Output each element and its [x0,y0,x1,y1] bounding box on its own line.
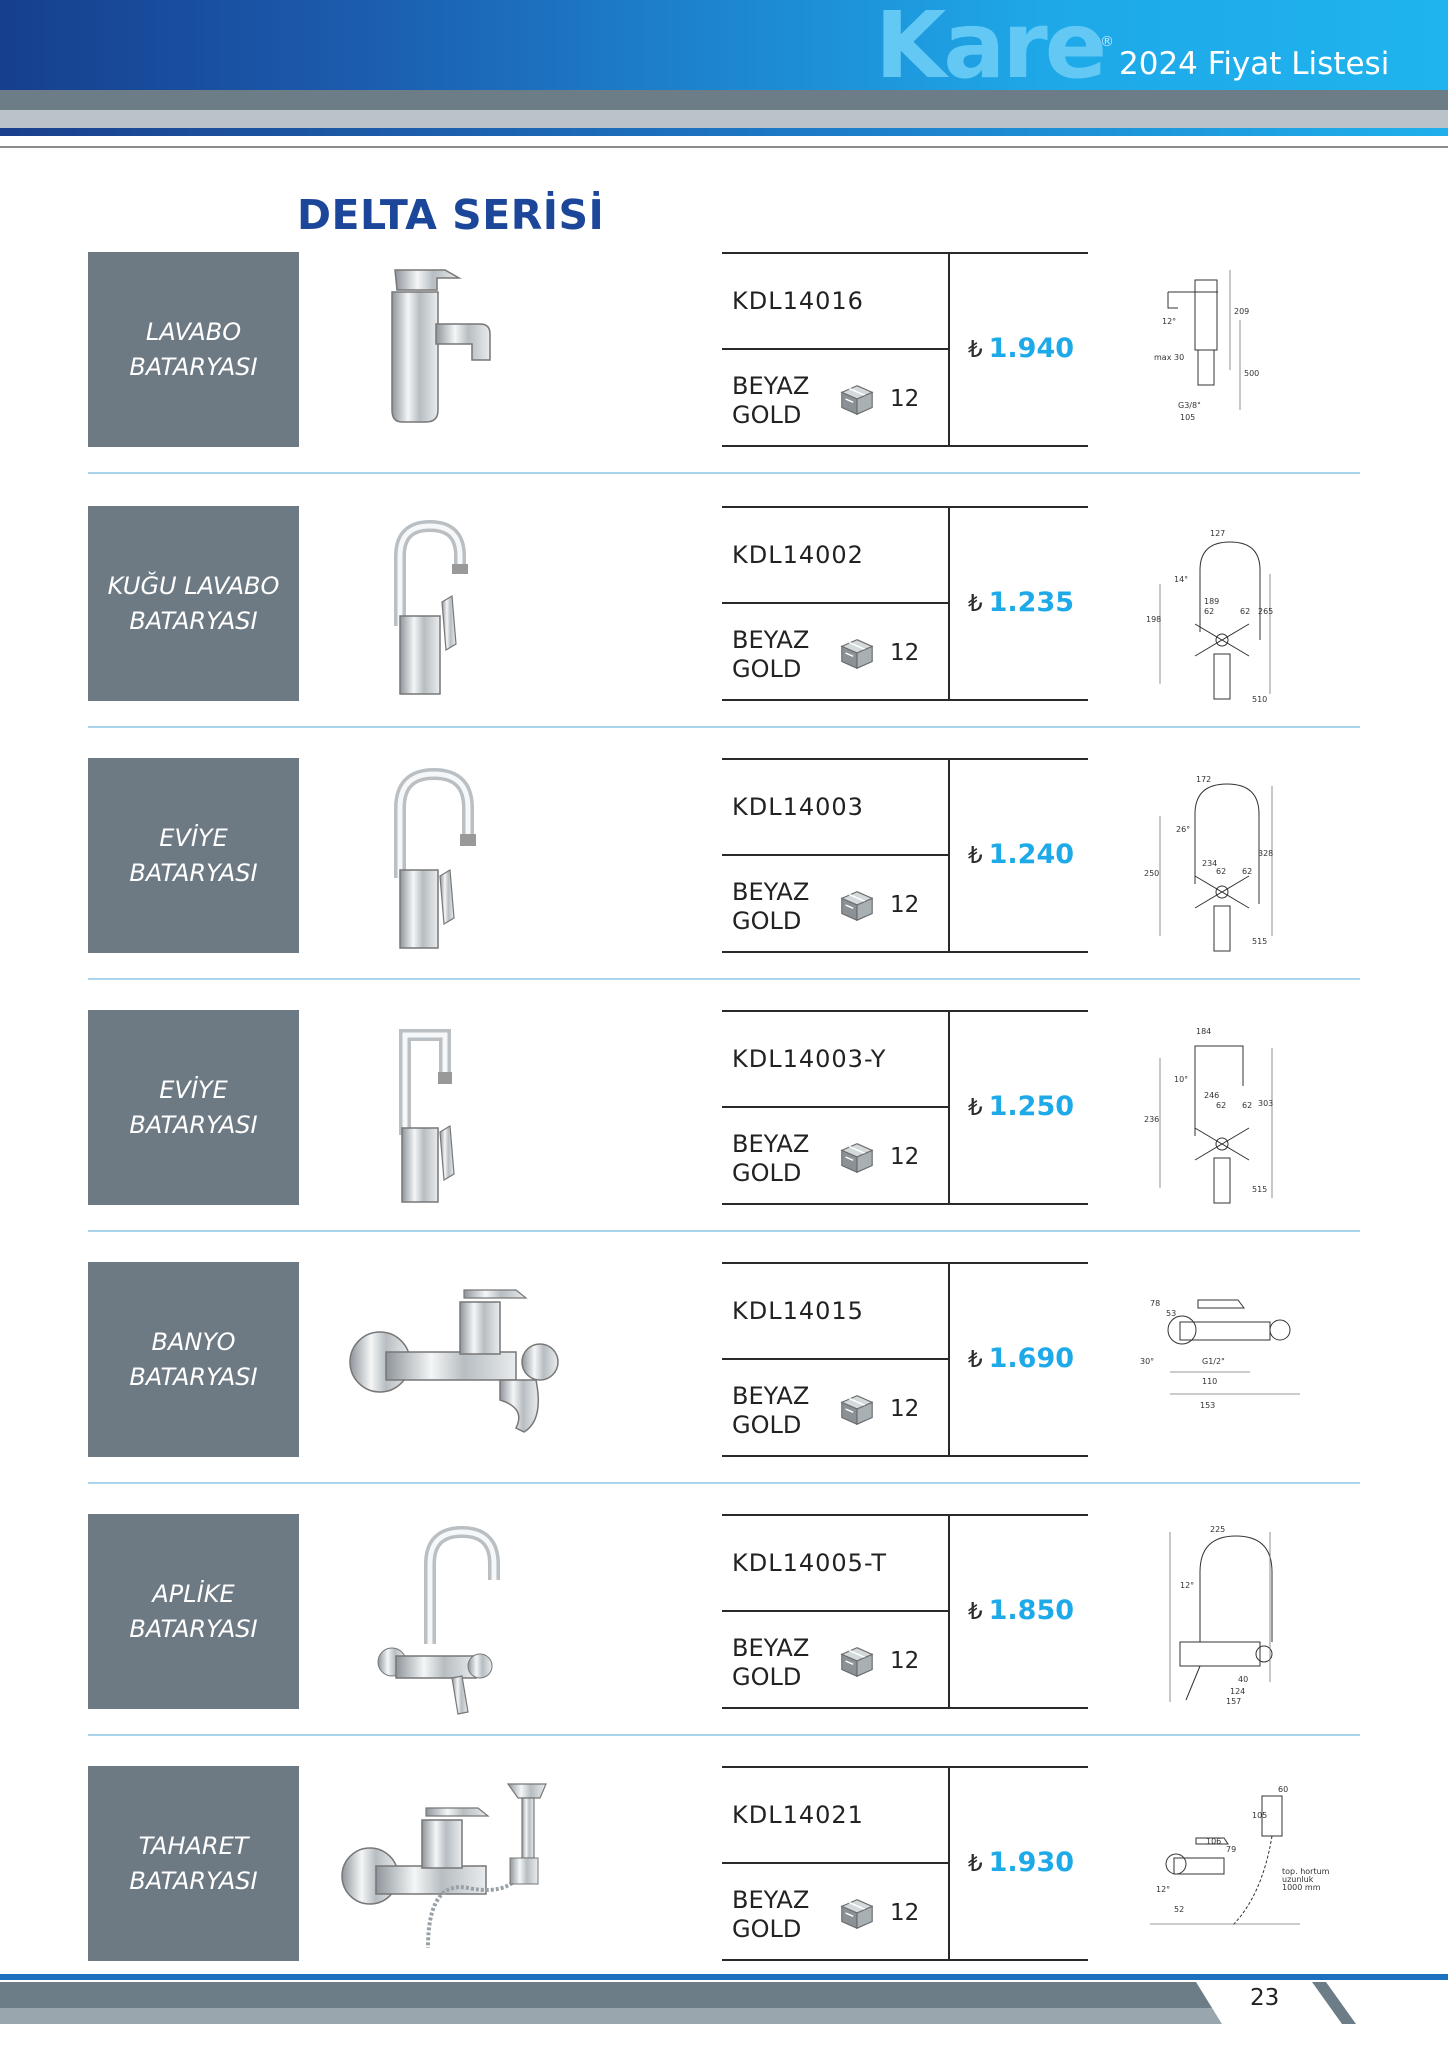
product-name-line-1: BANYO [151,1327,236,1356]
product-name-line-2: BATARYASI [129,352,258,381]
row-separator [88,1734,1360,1736]
dimension-drawing [1140,1774,1330,1964]
box-quantity: 12 [890,1648,920,1674]
dimension-label: 246 [1204,1091,1220,1100]
faucet-photo [330,1262,600,1462]
faucet-illustration [330,758,600,958]
box-quantity: 12 [890,386,920,412]
product-price [968,838,1074,873]
dimension-label: 105 [1180,413,1196,422]
dimension-label: 124 [1230,1687,1246,1696]
faucet-photo [330,1766,600,1966]
currency-symbol: ₺ [968,591,983,617]
faucet-photo [330,1010,600,1210]
price-list-title: 2024 Fiyat Listesi [1119,46,1390,82]
product-name-box [88,1514,299,1709]
table-rule-bottom [722,1707,1088,1709]
faucet-photo [330,506,600,706]
product-row-6 [0,1514,1448,1764]
product-name-box [88,252,299,447]
dimension-label: 250 [1144,869,1160,878]
color-option-1: BEYAZ [732,1634,810,1662]
footer-stripes [0,1970,1448,2048]
product-name-line-1: KUĞU LAVABO [107,571,280,600]
faucet-photo [330,252,600,452]
table-rule-middle [722,1862,949,1864]
dimension-label: 79 [1226,1845,1237,1854]
price-value: 1.850 [988,1595,1075,1626]
product-name-line-2: BATARYASI [129,1614,258,1643]
dimension-drawing [1140,1522,1300,1712]
header-light-stripe [0,110,1448,128]
dimension-label: 105 [1252,1811,1268,1820]
dimension-label: 12° [1162,317,1177,326]
product-code: KDL14021 [732,1801,864,1829]
faucet-illustration [330,1766,600,1966]
table-rule-vertical [948,1010,950,1205]
color-option-1: BEYAZ [732,626,810,654]
price-value: 1.250 [988,1091,1075,1122]
table-rule-bottom [722,445,1088,447]
package-box-icon [838,1642,876,1680]
faucet-illustration [330,1262,600,1462]
color-option-2: GOLD [732,401,802,429]
table-rule-middle [722,1106,949,1108]
dimension-label: 234 [1202,859,1218,868]
color-option-2: GOLD [732,1411,802,1439]
dimension-label: 10° [1174,1075,1189,1084]
product-name-line-2: BATARYASI [129,1362,258,1391]
package-box-icon [838,634,876,672]
price-value: 1.240 [988,839,1075,870]
product-row-2 [0,506,1448,756]
series-title: DELTA SERİSİ [297,191,605,239]
dimension-label: 500 [1244,369,1260,378]
box-quantity: 12 [890,1900,920,1926]
box-quantity: 12 [890,1144,920,1170]
faucet-illustration [330,506,600,706]
registered-mark: ® [1100,34,1114,50]
price-value: 1.690 [988,1343,1075,1374]
table-rule-vertical [948,758,950,953]
color-option-1: BEYAZ [732,878,810,906]
color-option-1: BEYAZ [732,1886,810,1914]
currency-symbol: ₺ [968,1347,983,1373]
product-code: KDL14005-T [732,1549,888,1577]
dimension-label: 52 [1174,1905,1185,1914]
currency-symbol: ₺ [968,1851,983,1877]
table-rule-bottom [722,1959,1088,1961]
row-separator [88,1482,1360,1484]
dimension-label: 172 [1196,775,1212,784]
product-name-box [88,1010,299,1205]
product-code: KDL14016 [732,287,864,315]
product-name-line-1: EVİYE [159,1075,228,1104]
row-separator [88,726,1360,728]
box-quantity: 12 [890,1396,920,1422]
page-number: 23 [1250,1985,1280,2011]
dimension-label: 62 [1242,1101,1253,1110]
product-code: KDL14003 [732,793,864,821]
dimension-label: 189 [1204,597,1220,606]
faucet-photo [330,758,600,958]
dimension-label: 515 [1252,1185,1268,1194]
table-rule-top [722,1010,1088,1012]
page-header [0,0,1448,150]
dimension-drawing [1140,766,1300,956]
dimension-label: 303 [1258,1099,1274,1108]
header-divider [0,146,1448,148]
table-rule-top [722,506,1088,508]
product-row-4 [0,1010,1448,1260]
technical-drawing [1140,514,1300,704]
technical-drawing [1140,260,1300,450]
dimension-label: 236 [1144,1115,1160,1124]
product-price [968,1090,1074,1125]
product-name-box [88,506,299,701]
faucet-illustration [330,1514,600,1714]
dimension-label: 265 [1258,607,1274,616]
dimension-label: 12° [1180,1581,1195,1590]
row-separator [88,472,1360,474]
dimension-label: 153 [1200,1401,1216,1410]
price-value: 1.930 [988,1847,1075,1878]
dimension-label: 30° [1140,1357,1155,1366]
package-box-icon [838,886,876,924]
dimension-label: max 30 [1154,353,1185,362]
product-name-box [88,1262,299,1457]
color-option-2: GOLD [732,1159,802,1187]
price-value: 1.940 [988,333,1075,364]
dimension-label: 60 [1278,1785,1289,1794]
table-rule-top [722,1514,1088,1516]
dimension-label: 515 [1252,937,1268,946]
dimension-label: 14° [1174,575,1189,584]
color-option-2: GOLD [732,1663,802,1691]
dimension-label: 510 [1252,695,1268,704]
dimension-drawing [1140,1270,1300,1460]
header-grey-stripe [0,90,1448,110]
product-name-line-1: APLİKE [152,1579,235,1608]
dimension-label: G1/2" [1202,1357,1225,1366]
product-name-line-1: LAVABO [145,317,242,346]
dimension-drawing [1140,514,1300,704]
dimension-label: G3/8" [1178,401,1201,410]
product-price [968,1594,1074,1629]
color-option-1: BEYAZ [732,1130,810,1158]
product-row-3 [0,758,1448,1008]
page-footer [0,1970,1448,2048]
table-rule-vertical [948,506,950,701]
table-rule-vertical [948,252,950,447]
dimension-label: 110 [1202,1377,1218,1386]
product-code: KDL14002 [732,541,864,569]
product-row-5 [0,1262,1448,1512]
product-price [968,1342,1074,1377]
table-rule-top [722,1262,1088,1264]
product-name-box [88,1766,299,1961]
table-rule-bottom [722,1455,1088,1457]
technical-drawing [1140,1774,1330,1964]
dimension-label: 26° [1176,825,1191,834]
product-name-line-2: BATARYASI [129,606,258,635]
product-code: KDL14015 [732,1297,864,1325]
dimension-label: 157 [1226,1697,1242,1706]
color-option-1: BEYAZ [732,372,810,400]
currency-symbol: ₺ [968,337,983,363]
price-value: 1.235 [988,587,1075,618]
table-rule-middle [722,854,949,856]
technical-drawing [1140,1522,1300,1712]
table-rule-top [722,252,1088,254]
faucet-illustration [330,1010,600,1210]
brand-logo: Kare [875,0,1105,99]
product-name-line-2: BATARYASI [129,858,258,887]
color-option-2: GOLD [732,907,802,935]
dimension-drawing [1140,1018,1300,1208]
product-name-box [88,758,299,953]
faucet-illustration [330,252,600,452]
table-rule-top [722,1766,1088,1768]
color-option-2: GOLD [732,655,802,683]
box-quantity: 12 [890,640,920,666]
product-name-line-2: BATARYASI [129,1110,258,1139]
currency-symbol: ₺ [968,1599,983,1625]
package-box-icon [838,1390,876,1428]
currency-symbol: ₺ [968,843,983,869]
dimension-label: 62 [1240,607,1251,616]
table-rule-vertical [948,1766,950,1961]
technical-drawing [1140,766,1300,956]
table-rule-vertical [948,1262,950,1457]
package-box-icon [838,1138,876,1176]
color-option-2: GOLD [732,1915,802,1943]
technical-drawing [1140,1018,1300,1208]
dimension-label: 78 [1150,1299,1161,1308]
dimension-label: 62 [1204,607,1215,616]
dimension-label: 62 [1216,1101,1227,1110]
product-code: KDL14003-Y [732,1045,887,1073]
dimension-drawing [1140,260,1300,450]
dimension-label: 62 [1216,867,1227,876]
dimension-label: 62 [1242,867,1253,876]
product-price [968,586,1074,621]
product-price [968,332,1074,367]
product-name-line-2: BATARYASI [129,1866,258,1895]
technical-drawing [1140,1270,1300,1460]
dimension-label: top. hortum [1282,1867,1330,1876]
table-rule-top [722,758,1088,760]
dimension-label: 328 [1258,849,1274,858]
row-separator [88,1230,1360,1232]
dimension-label: 40 [1238,1675,1249,1684]
dimension-label: 198 [1146,615,1162,624]
product-row-1 [0,252,1448,502]
dimension-label: uzunluk [1282,1875,1314,1884]
dimension-label: 209 [1234,307,1250,316]
dimension-label: 12° [1156,1885,1171,1894]
table-rule-middle [722,1358,949,1360]
table-rule-middle [722,348,949,350]
table-rule-vertical [948,1514,950,1709]
row-separator [88,978,1360,980]
dimension-label: 225 [1210,1525,1226,1534]
table-rule-bottom [722,951,1088,953]
color-option-1: BEYAZ [732,1382,810,1410]
dimension-label: 1000 mm [1282,1883,1321,1892]
table-rule-middle [722,602,949,604]
header-blue-stripe [0,128,1448,136]
package-box-icon [838,1894,876,1932]
product-price [968,1846,1074,1881]
table-rule-bottom [722,699,1088,701]
box-quantity: 12 [890,892,920,918]
product-name-line-1: EVİYE [159,823,228,852]
currency-symbol: ₺ [968,1095,983,1121]
dimension-label: 184 [1196,1027,1212,1036]
table-rule-bottom [722,1203,1088,1205]
dimension-label: 106 [1206,1837,1222,1846]
faucet-photo [330,1514,600,1714]
package-box-icon [838,380,876,418]
dimension-label: 53 [1166,1309,1177,1318]
dimension-label: 127 [1210,529,1226,538]
product-name-line-1: TAHARET [138,1831,249,1860]
table-rule-middle [722,1610,949,1612]
